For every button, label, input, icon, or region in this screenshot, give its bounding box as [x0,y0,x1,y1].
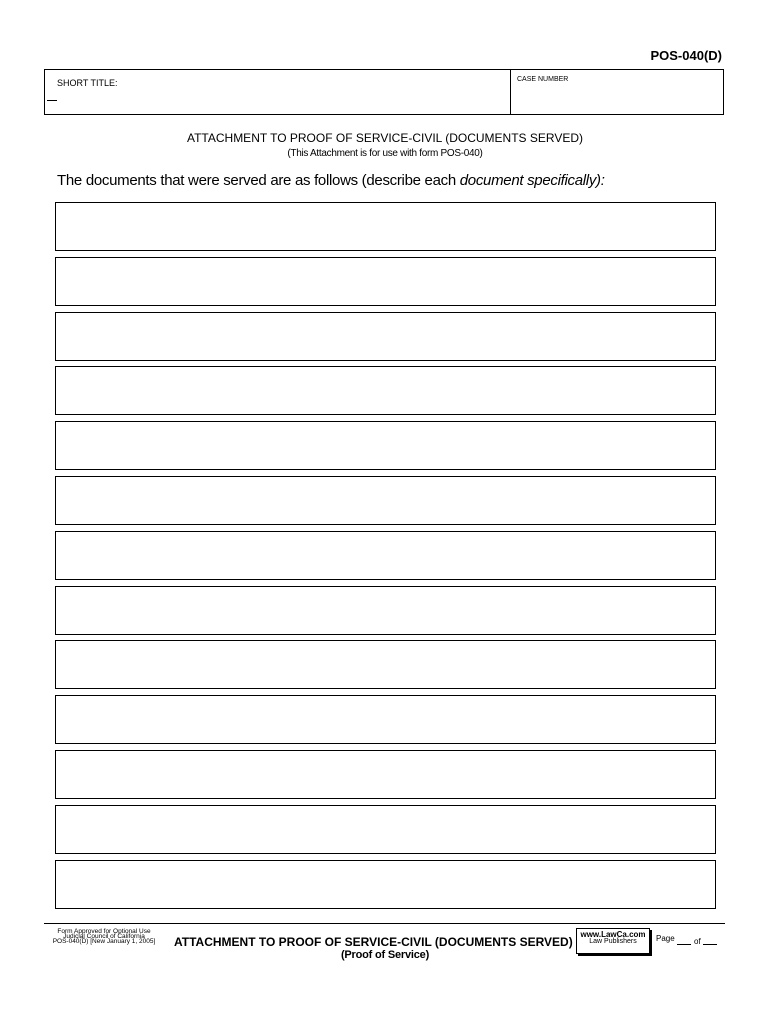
form-number: POS-040(D) [650,48,722,63]
page-label: Page [656,934,675,943]
approval-line: POS-040(D) [New January 1, 2005] [52,938,156,945]
publisher-logo [576,928,650,954]
document-entry-box[interactable] [55,750,716,799]
document-entry-box[interactable] [55,421,716,470]
document-entry-box[interactable] [55,695,716,744]
document-entry-box[interactable] [55,531,716,580]
publisher-site: www.LawCa.com [580,930,646,939]
short-title-field[interactable] [47,100,57,101]
document-entry-box[interactable] [55,366,716,415]
document-entry-box[interactable] [55,257,716,306]
case-number-field[interactable] [510,70,725,114]
case-header-box [44,69,724,115]
document-entry-box[interactable] [55,476,716,525]
form-title: ATTACHMENT TO PROOF OF SERVICE-CIVIL (DOCUMENTS SERVED) [186,131,584,145]
of-label: of [694,937,701,946]
footer-subtitle: (Proof of Service) [340,949,430,961]
document-entry-box[interactable] [55,860,716,909]
approval-line: Judicial Council of California [63,933,145,940]
page-number-field[interactable] [677,944,691,945]
case-number-label: CASE NUMBER [517,76,569,83]
document-entry-box[interactable] [55,640,716,689]
instruction-emphasis: document specifically): [459,172,605,189]
instruction-main: The documents that were served are as follows (describe each [57,172,460,189]
document-entry-box[interactable] [55,202,716,251]
form-subtitle: (This Attachment is for use with form POS-040) [287,148,483,159]
instruction-text [57,172,605,189]
footer-title: ATTACHMENT TO PROOF OF SERVICE-CIVIL (DOCUMENTS SERVED) [174,935,573,949]
document-entry-box[interactable] [55,586,716,635]
page-total-field[interactable] [703,944,717,945]
publisher-name: Law Publishers [589,938,637,945]
footer-divider [44,923,725,924]
approval-line: Form Approved for Optional Use [57,928,151,935]
document-entry-box[interactable] [55,805,716,854]
short-title-label: SHORT TITLE: [57,78,118,88]
form-approval-note [48,929,160,944]
document-entry-box[interactable] [55,312,716,361]
